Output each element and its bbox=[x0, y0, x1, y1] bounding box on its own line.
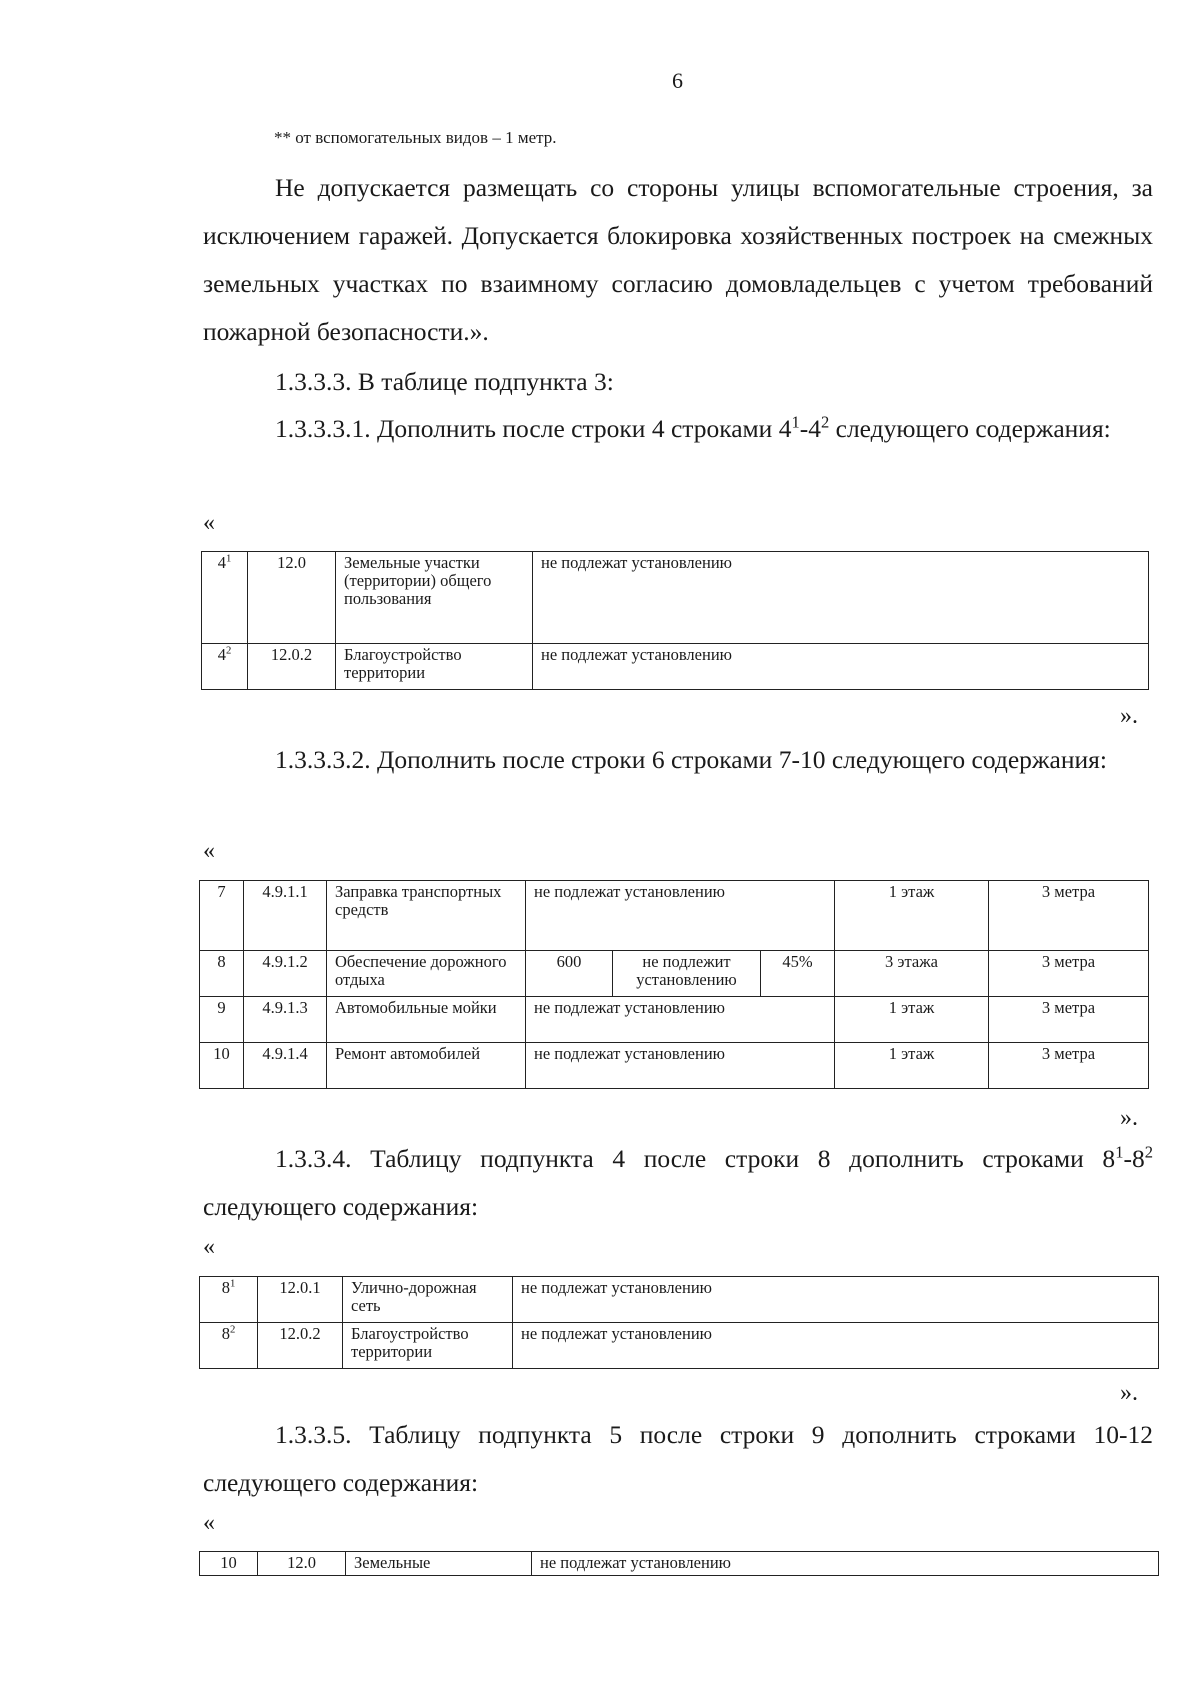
table-row bbox=[200, 1552, 1159, 1576]
row-value: не подлежат установлению bbox=[526, 1043, 835, 1089]
table-row bbox=[202, 552, 1149, 644]
quote-open-4: « bbox=[203, 1510, 215, 1536]
intro-paragraph-text: Не допускается размещать со стороны улицы вспомогательные строения, за исключением гаражей. Допускается блокировка хозяйственных построек на смежных земельных участках по взаимному согласию домовладельцев с учетом требований пожарной безопасности.». bbox=[203, 173, 1153, 346]
row-code: 12.0 bbox=[248, 552, 336, 644]
row-max: не подлежит установлению bbox=[613, 951, 761, 997]
row-code: 12.0.1 bbox=[258, 1277, 343, 1323]
row-area: 600 bbox=[526, 951, 613, 997]
table-2 bbox=[199, 880, 1149, 1089]
table-row bbox=[200, 1043, 1149, 1089]
row-code: 4.9.1.2 bbox=[244, 951, 327, 997]
row-name: Автомобильные мойки bbox=[327, 997, 526, 1043]
row-value: не подлежат установлению bbox=[513, 1323, 1159, 1369]
row-setback: 3 метра bbox=[989, 997, 1149, 1043]
row-number: $4^2$ bbox=[202, 644, 248, 690]
table-4 bbox=[199, 1551, 1159, 1576]
row-value: не подлежат установлению bbox=[533, 644, 1149, 690]
row-floors: 3 этажа bbox=[835, 951, 989, 997]
row-value: не подлежат установлению bbox=[526, 997, 835, 1043]
table-row bbox=[200, 997, 1149, 1043]
quote-open-2: « bbox=[203, 838, 215, 864]
table-3 bbox=[199, 1276, 1159, 1369]
row-code: 12.0.2 bbox=[248, 644, 336, 690]
quote-close-2: ». bbox=[1120, 1105, 1138, 1131]
table-row bbox=[200, 881, 1149, 951]
row-percent: 45% bbox=[761, 951, 835, 997]
row-name: Обеспечение дорожного отдыха bbox=[327, 951, 526, 997]
row-number: $4^1$ bbox=[202, 552, 248, 644]
row-number: 8 bbox=[200, 951, 244, 997]
row-code: 4.9.1.3 bbox=[244, 997, 327, 1043]
row-floors: 1 этаж bbox=[835, 997, 989, 1043]
table-row bbox=[200, 951, 1149, 997]
row-setback: 3 метра bbox=[989, 1043, 1149, 1089]
item-1-3-3-3: 1.3.3.3. В таблице подпункта 3: bbox=[275, 367, 614, 396]
table-row bbox=[200, 1277, 1159, 1323]
row-number: 9 bbox=[200, 997, 244, 1043]
row-code: 12.0.2 bbox=[258, 1323, 343, 1369]
table-row bbox=[202, 644, 1149, 690]
row-value: не подлежат установлению bbox=[513, 1277, 1159, 1323]
row-name: Земельные участки (территории) общего пользования bbox=[336, 552, 533, 644]
row-floors: 1 этаж bbox=[835, 881, 989, 951]
row-floors: 1 этаж bbox=[835, 1043, 989, 1089]
row-code: 4.9.1.4 bbox=[244, 1043, 327, 1089]
row-name: Земельные bbox=[346, 1552, 532, 1576]
row-name: Благоустройство территории bbox=[336, 644, 533, 690]
table-1 bbox=[201, 551, 1149, 690]
page-number: 6 bbox=[672, 68, 683, 93]
quote-close-3: ». bbox=[1120, 1380, 1138, 1406]
row-code: 12.0 bbox=[258, 1552, 346, 1576]
row-code: 4.9.1.1 bbox=[244, 881, 327, 951]
footnote: ** от вспомогательных видов – 1 метр. bbox=[274, 128, 557, 147]
table-row bbox=[200, 1323, 1159, 1369]
row-name: Ремонт автомобилей bbox=[327, 1043, 526, 1089]
row-value: не подлежат установлению bbox=[532, 1552, 1159, 1576]
intro-paragraph bbox=[203, 164, 1153, 356]
row-number: $8^1$ bbox=[200, 1277, 258, 1323]
row-name: Улично-дорожная сеть bbox=[343, 1277, 513, 1323]
row-setback: 3 метра bbox=[989, 951, 1149, 997]
item-1-3-3-5: 1.3.3.5. Таблицу подпункта 5 после строки 9 дополнить строками 10-12 следующего содержания: bbox=[203, 1420, 1153, 1497]
row-setback: 3 метра bbox=[989, 881, 1149, 951]
row-number: 10 bbox=[200, 1043, 244, 1089]
row-number: 7 bbox=[200, 881, 244, 951]
item-1-3-3-3-1: 1.3.3.3.1. Дополнить после строки 4 строками $4^1-4^2$ следующего содержания: bbox=[275, 412, 1111, 443]
row-number: $8^2$ bbox=[200, 1323, 258, 1369]
quote-close-1: ». bbox=[1120, 703, 1138, 729]
quote-open-3: « bbox=[203, 1234, 215, 1260]
item-1-3-3-3-2: 1.3.3.3.2. Дополнить после строки 6 строками 7-10 следующего содержания: bbox=[275, 745, 1107, 774]
row-name: Заправка транспортных средств bbox=[327, 881, 526, 951]
row-value: не подлежат установлению bbox=[533, 552, 1149, 644]
row-value: не подлежат установлению bbox=[526, 881, 835, 951]
quote-open-1: « bbox=[203, 510, 215, 536]
item-1-3-3-4: 1.3.3.4. Таблицу подпункта 4 после строки 8 дополнить строками $8^1-8^2$ следующего содержания: bbox=[203, 1142, 1153, 1221]
row-name: Благоустройство территории bbox=[343, 1323, 513, 1369]
row-number: 10 bbox=[200, 1552, 258, 1576]
